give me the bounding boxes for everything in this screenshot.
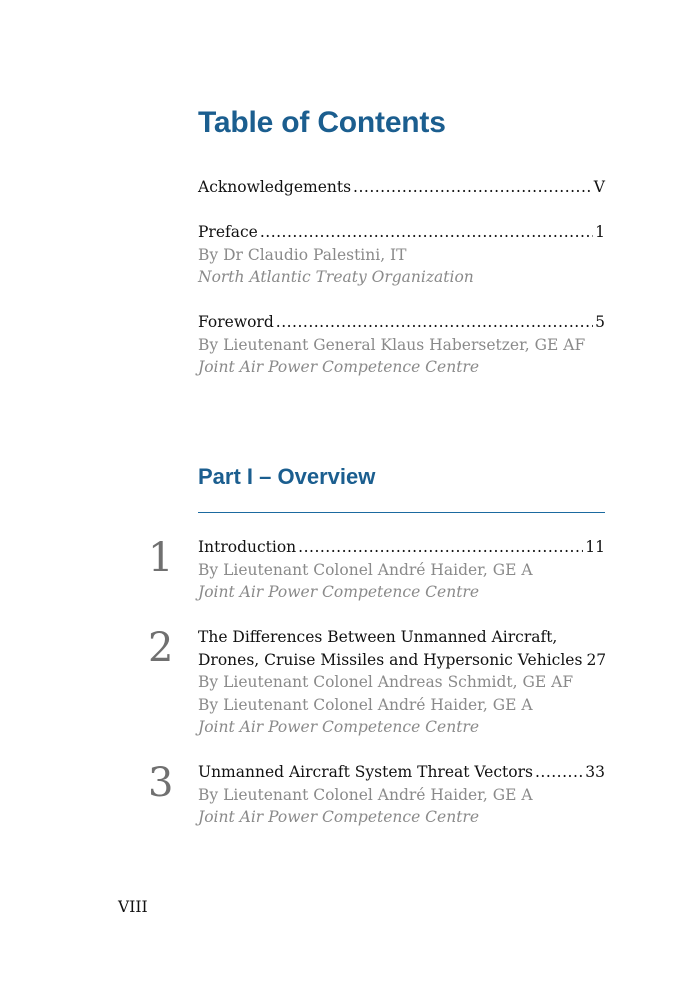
toc-entry-chapter-3[interactable] — [198, 761, 605, 829]
entry-page-number: 33 — [585, 763, 605, 781]
entry-author: By Lieutenant Colonel André Haider, GE A — [198, 560, 533, 579]
dot-leader — [535, 761, 583, 784]
dot-leader — [276, 311, 593, 334]
entry-title: Preface — [198, 223, 258, 241]
entry-title: Acknowledgements — [198, 178, 352, 196]
page-title: Table of Contents — [198, 106, 446, 139]
chapter-number: 3 — [148, 760, 174, 806]
dot-leader — [353, 176, 592, 199]
entry-organization: Joint Air Power Competence Centre — [198, 718, 480, 736]
entry-page-number: 5 — [595, 313, 605, 331]
entry-page-number: V — [593, 178, 605, 196]
entry-page-number: 27 — [586, 650, 607, 669]
chapter-number: 2 — [148, 625, 174, 671]
chapter-number: 1 — [148, 535, 174, 581]
dot-leader — [260, 221, 593, 244]
entry-author: By Dr Claudio Palestini, IT — [198, 245, 407, 264]
part-divider — [198, 512, 605, 513]
entry-title: Drones, Cruise Missiles and Hypersonic Vehicles — [198, 650, 583, 669]
entry-page-number: 11 — [585, 538, 605, 556]
toc-entry-chapter-1[interactable] — [198, 536, 605, 604]
toc-entry-preface[interactable] — [198, 221, 605, 289]
entry-title: Unmanned Aircraft System Threat Vectors — [198, 763, 533, 781]
toc-entry-acknowledgements[interactable] — [198, 176, 605, 199]
entry-title: Foreword — [198, 313, 274, 331]
entry-organization: North Atlantic Treaty Organization — [198, 268, 474, 286]
entry-title-line: The Differences Between Unmanned Aircraft, — [198, 628, 558, 646]
dot-leader — [298, 536, 583, 559]
entry-author: By Lieutenant Colonel André Haider, GE A — [198, 785, 533, 804]
toc-entry-foreword[interactable] — [198, 311, 605, 379]
entry-organization: Joint Air Power Competence Centre — [198, 583, 480, 601]
entry-organization: Joint Air Power Competence Centre — [198, 358, 480, 376]
entry-author: By Lieutenant Colonel Andreas Schmidt, GE AF — [198, 673, 574, 691]
toc-entry-chapter-2[interactable] — [198, 626, 605, 739]
page-folio: VIII — [118, 898, 148, 916]
entry-author: By Lieutenant General Klaus Habersetzer, GE AF — [198, 335, 586, 354]
part-title: Part I – Overview — [198, 464, 376, 489]
entry-title: Introduction — [198, 538, 297, 556]
entry-page-number: 1 — [595, 223, 605, 241]
entry-author: By Lieutenant Colonel André Haider, GE A — [198, 695, 533, 714]
entry-organization: Joint Air Power Competence Centre — [198, 808, 480, 826]
